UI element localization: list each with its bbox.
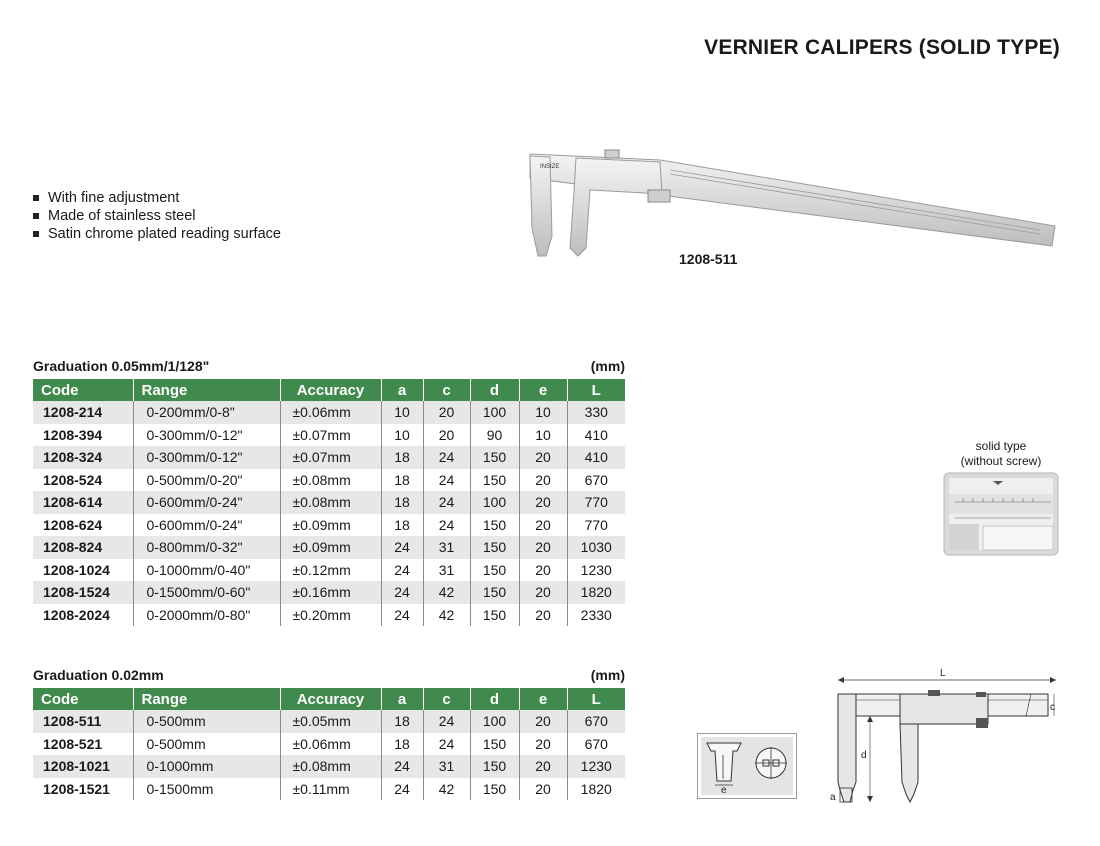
column-header: Range [133,379,280,401]
cell-code: 1208-324 [33,446,133,469]
page-title: VERNIER CALIPERS (SOLID TYPE) [704,36,1060,59]
cell-c: 31 [423,536,470,559]
cell-c: 42 [423,581,470,604]
cell-accuracy: ±0.05mm [280,710,381,733]
svg-text:INSIZE: INSIZE [540,164,560,170]
cell-range: 0-300mm/0-12" [133,446,280,469]
cell-d: 150 [470,536,519,559]
cell-a: 24 [381,559,423,582]
cell-l: 1820 [567,581,625,604]
caliper-product-image [520,148,1060,260]
jaw-detail-diagram [697,733,797,799]
cell-code: 1208-2024 [33,604,133,627]
cell-c: 24 [423,710,470,733]
cell-l: 2330 [567,604,625,627]
cell-range: 0-2000mm/0-80" [133,604,280,627]
feature-item: Satin chrome plated reading surface [32,225,281,243]
cell-range: 0-300mm/0-12" [133,424,280,447]
table-row [33,778,625,801]
cell-l: 1030 [567,536,625,559]
cell-code: 1208-614 [33,491,133,514]
column-header: a [381,688,423,710]
table-row [33,559,625,582]
solid-type-detail-image [943,472,1059,556]
cell-accuracy: ±0.12mm [280,559,381,582]
cell-a: 24 [381,536,423,559]
section-heading-text: Graduation 0.02mm [33,667,164,683]
unit-label: (mm) [590,358,625,374]
cell-code: 1208-1024 [33,559,133,582]
dimension-label-d: d [861,750,867,761]
cell-e: 20 [519,559,567,582]
cell-a: 18 [381,446,423,469]
cell-a: 10 [381,401,423,424]
cell-e: 20 [519,536,567,559]
cell-d: 150 [470,559,519,582]
column-header: d [470,379,519,401]
section-heading-graduation-002 [33,667,625,683]
column-header: c [423,688,470,710]
table-row [33,710,625,733]
cell-c: 20 [423,401,470,424]
table-row [33,446,625,469]
cell-c: 24 [423,733,470,756]
cell-e: 20 [519,514,567,537]
column-header: L [567,379,625,401]
cell-e: 20 [519,491,567,514]
cell-d: 150 [470,755,519,778]
column-header: e [519,379,567,401]
cell-l: 770 [567,514,625,537]
cell-l: 410 [567,446,625,469]
cell-l: 770 [567,491,625,514]
cell-d: 150 [470,469,519,492]
cell-d: 100 [470,491,519,514]
column-header: Accuracy [280,379,381,401]
cell-range: 0-1500mm [133,778,280,801]
cell-range: 0-500mm [133,733,280,756]
cell-e: 20 [519,755,567,778]
cell-accuracy: ±0.07mm [280,424,381,447]
cell-l: 670 [567,733,625,756]
cell-code: 1208-521 [33,733,133,756]
unit-label: (mm) [590,667,625,683]
table-row [33,469,625,492]
cell-c: 31 [423,755,470,778]
cell-e: 20 [519,581,567,604]
dimension-label-L: L [940,668,946,679]
cell-l: 1820 [567,778,625,801]
cell-d: 150 [470,581,519,604]
table-header-row [33,379,625,401]
column-header: e [519,688,567,710]
cell-c: 24 [423,469,470,492]
cell-accuracy: ±0.20mm [280,604,381,627]
cell-d: 150 [470,778,519,801]
cell-a: 24 [381,581,423,604]
cell-code: 1208-1524 [33,581,133,604]
product-model-label: 1208-511 [679,251,738,267]
cell-code: 1208-214 [33,401,133,424]
cell-d: 150 [470,733,519,756]
cell-code: 1208-1021 [33,755,133,778]
cell-accuracy: ±0.11mm [280,778,381,801]
cell-range: 0-1000mm [133,755,280,778]
cell-c: 24 [423,491,470,514]
cell-accuracy: ±0.09mm [280,514,381,537]
dimension-label-e: e [721,785,727,796]
cell-e: 20 [519,469,567,492]
cell-e: 10 [519,401,567,424]
cell-accuracy: ±0.08mm [280,755,381,778]
table-header-row [33,688,625,710]
cell-c: 42 [423,604,470,627]
cell-a: 10 [381,424,423,447]
column-header: Code [33,688,133,710]
cell-a: 18 [381,514,423,537]
column-header: Range [133,688,280,710]
cell-d: 100 [470,710,519,733]
caption-line: (without screw) [960,454,1042,468]
table-body [33,710,625,800]
cell-d: 150 [470,514,519,537]
table-row [33,755,625,778]
cell-l: 1230 [567,755,625,778]
cell-a: 24 [381,604,423,627]
dimension-diagram [826,664,1062,814]
dimension-label-c: c [1050,702,1055,713]
cell-l: 1230 [567,559,625,582]
spec-table-graduation-002 [33,688,625,800]
cell-code: 1208-394 [33,424,133,447]
feature-item: With fine adjustment [32,189,281,207]
column-header: Code [33,379,133,401]
table-row [33,401,625,424]
section-heading-graduation-005 [33,358,625,374]
cell-accuracy: ±0.08mm [280,491,381,514]
table-body [33,401,625,626]
column-header: Accuracy [280,688,381,710]
cell-c: 24 [423,514,470,537]
caption-line: solid type [975,439,1027,453]
cell-code: 1208-1521 [33,778,133,801]
cell-e: 20 [519,710,567,733]
table-row [33,581,625,604]
cell-l: 410 [567,424,625,447]
cell-d: 150 [470,604,519,627]
cell-a: 24 [381,778,423,801]
cell-e: 20 [519,446,567,469]
cell-accuracy: ±0.09mm [280,536,381,559]
cell-accuracy: ±0.16mm [280,581,381,604]
cell-range: 0-600mm/0-24" [133,491,280,514]
cell-l: 330 [567,401,625,424]
cell-c: 42 [423,778,470,801]
cell-a: 18 [381,469,423,492]
cell-code: 1208-824 [33,536,133,559]
table-row [33,514,625,537]
column-header: a [381,379,423,401]
cell-accuracy: ±0.06mm [280,401,381,424]
cell-c: 20 [423,424,470,447]
cell-range: 0-1500mm/0-60" [133,581,280,604]
cell-range: 0-1000mm/0-40" [133,559,280,582]
cell-e: 10 [519,424,567,447]
cell-d: 150 [470,446,519,469]
cell-e: 20 [519,733,567,756]
cell-range: 0-500mm/0-20" [133,469,280,492]
cell-d: 90 [470,424,519,447]
cell-a: 24 [381,755,423,778]
column-header: c [423,379,470,401]
cell-c: 31 [423,559,470,582]
cell-range: 0-500mm [133,710,280,733]
table-row [33,536,625,559]
table-row [33,604,625,627]
column-header: L [567,688,625,710]
spec-table-graduation-005 [33,379,625,626]
cell-e: 20 [519,778,567,801]
column-header: d [470,688,519,710]
cell-accuracy: ±0.07mm [280,446,381,469]
cell-accuracy: ±0.08mm [280,469,381,492]
feature-item: Made of stainless steel [32,207,281,225]
cell-a: 18 [381,710,423,733]
table-row [33,424,625,447]
cell-d: 100 [470,401,519,424]
solid-type-caption [946,439,1056,469]
feature-list [32,189,281,243]
cell-range: 0-200mm/0-8" [133,401,280,424]
cell-range: 0-800mm/0-32" [133,536,280,559]
cell-code: 1208-624 [33,514,133,537]
table-row [33,733,625,756]
cell-a: 18 [381,491,423,514]
cell-c: 24 [423,446,470,469]
cell-code: 1208-524 [33,469,133,492]
dimension-label-a: a [830,792,836,803]
cell-l: 670 [567,469,625,492]
cell-code: 1208-511 [33,710,133,733]
cell-a: 18 [381,733,423,756]
cell-accuracy: ±0.06mm [280,733,381,756]
section-heading-text: Graduation 0.05mm/1/128" [33,358,210,374]
table-row [33,491,625,514]
cell-e: 20 [519,604,567,627]
cell-range: 0-600mm/0-24" [133,514,280,537]
cell-l: 670 [567,710,625,733]
